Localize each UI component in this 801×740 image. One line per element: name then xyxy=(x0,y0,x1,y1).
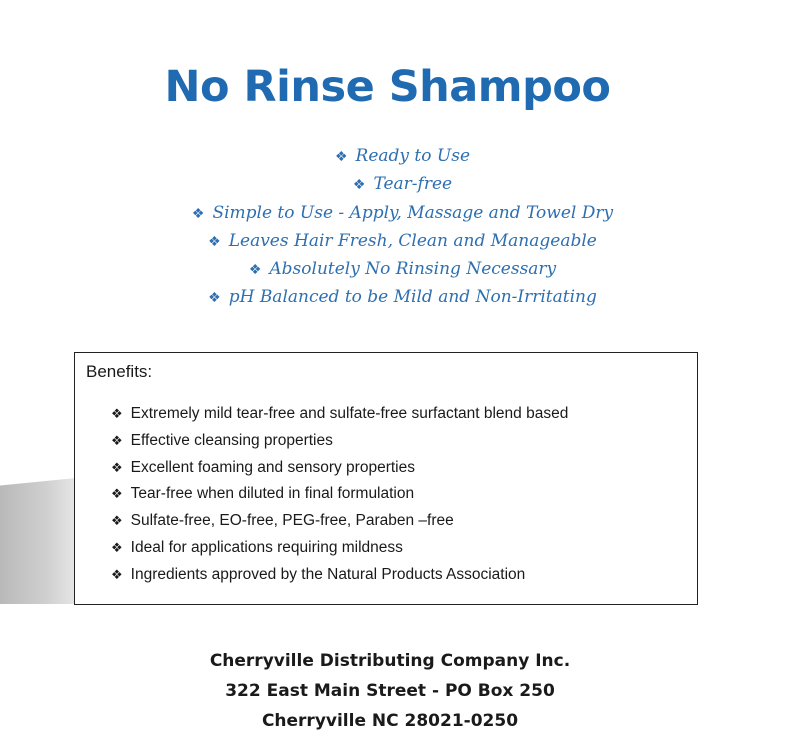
feature-item xyxy=(0,142,801,170)
diamond-bullet-icon: ❖ xyxy=(111,406,123,421)
diamond-bullet-icon: ❖ xyxy=(191,205,205,222)
diamond-bullet-icon: ❖ xyxy=(111,432,123,448)
feature-item xyxy=(0,283,801,311)
benefit-item xyxy=(111,481,568,508)
street-address: 322 East Main Street - PO Box 250 xyxy=(225,681,555,701)
feature-text: Ready to Use xyxy=(355,146,471,166)
diamond-bullet-icon: ❖ xyxy=(111,486,123,502)
diamond-bullet-icon: ❖ xyxy=(111,566,123,582)
company-address xyxy=(0,646,780,736)
feature-item xyxy=(0,199,801,227)
benefit-text: Ideal for applications requiring mildness xyxy=(130,538,403,556)
benefits-list xyxy=(111,401,568,589)
benefit-item xyxy=(111,508,568,535)
diamond-bullet-icon: ❖ xyxy=(111,539,123,555)
city-state-zip: Cherryville NC 28021-0250 xyxy=(261,711,519,731)
benefits-box xyxy=(74,352,698,605)
diamond-bullet-icon: ❖ xyxy=(111,513,123,529)
benefit-text: Sulfate-free, EO-free, PEG-free, Paraben –free xyxy=(130,512,454,530)
feature-item xyxy=(0,255,801,283)
feature-item xyxy=(0,170,801,198)
feature-item xyxy=(0,227,801,255)
company-name: Cherryville Distributing Company Inc. xyxy=(209,651,571,671)
feature-text: Leaves Hair Fresh, Clean and Manageable xyxy=(228,230,597,251)
benefits-heading: Benefits: xyxy=(86,362,153,381)
benefit-text: Tear-free when diluted in final formulation xyxy=(130,485,415,503)
benefit-text: Ingredients approved by the Natural Products Association xyxy=(130,565,526,583)
feature-text: Absolutely No Rinsing Necessary xyxy=(269,259,557,280)
benefit-item xyxy=(111,455,568,482)
scan-edge-shadow xyxy=(0,478,76,604)
benefit-item xyxy=(111,428,568,455)
diamond-bullet-icon: ❖ xyxy=(208,290,221,307)
diamond-bullet-icon: ❖ xyxy=(208,233,221,250)
benefit-item xyxy=(111,535,568,562)
feature-text: Tear-free xyxy=(373,174,453,195)
benefit-item xyxy=(111,562,568,589)
benefit-text: Excellent foaming and sensory properties xyxy=(130,458,415,476)
diamond-bullet-icon: ❖ xyxy=(248,262,262,279)
feature-list xyxy=(0,142,801,312)
benefit-item xyxy=(111,401,568,428)
feature-text: pH Balanced to be Mild and Non-Irritating xyxy=(228,287,597,308)
diamond-bullet-icon: ❖ xyxy=(334,149,348,165)
page-title: No Rinse Shampoo xyxy=(164,62,611,112)
diamond-bullet-icon: ❖ xyxy=(111,459,123,475)
diamond-bullet-icon: ❖ xyxy=(352,177,366,194)
feature-text: Simple to Use - Apply, Massage and Towel Dry xyxy=(212,202,614,223)
benefit-text: Extremely mild tear-free and sulfate-free surfactant blend based xyxy=(130,405,569,422)
benefit-text: Effective cleansing properties xyxy=(130,431,333,449)
